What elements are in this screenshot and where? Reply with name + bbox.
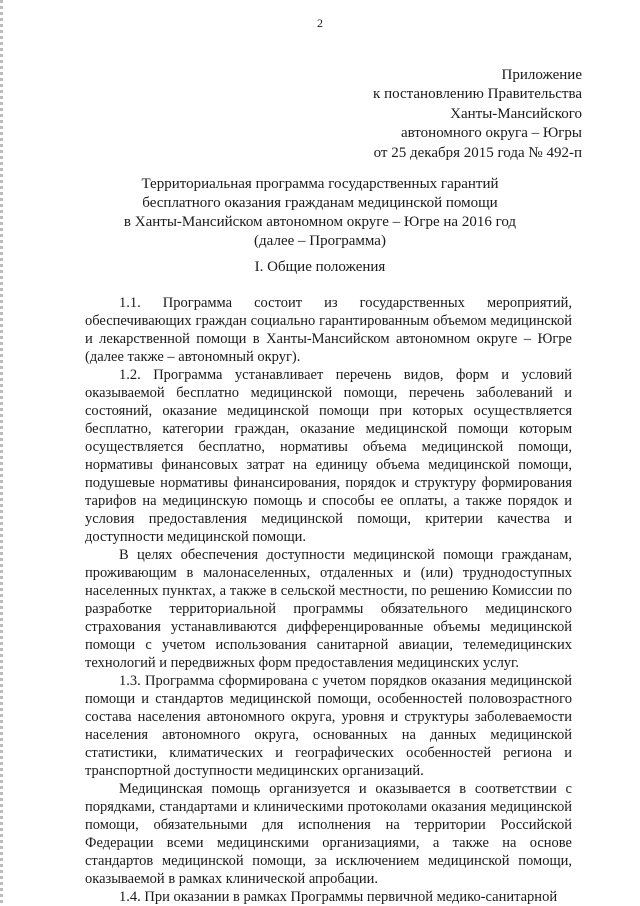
section-heading: I. Общие положения [254, 259, 386, 275]
title-line: Территориальная программа государственных гарантий [141, 176, 499, 192]
paragraph-1-2: 1.2. Программа устанавливает перечень видов, форм и условий оказываемой бесплатно медицинской помощи, перечень заболеваний и состояний, оказание медицинской помощи при которых осуществляется бесплатно, категории граждан, оказание медицинской помощи которым осуществляется бесплатно, нормативы объема медицинской помощи, нормативы финансовых затрат на единицу объема медицинской помощи, подушевые нормативы финансирования, порядок и структуру формирования тарифов на медицинскую помощь и способы ее оплаты, а также порядок и условия предоставления медицинской помощи, критерии качества и доступности медицинской помощи. [85, 367, 572, 545]
document-title [0, 175, 640, 251]
scan-edge [0, 0, 3, 905]
title-line: в Ханты-Мансийском автономном округе – Югре на 2016 год [123, 214, 517, 230]
appendix-line: Ханты-Мансийского [450, 105, 582, 122]
paragraph-standards: Медицинская помощь организуется и оказывается в соответствии с порядками, стандартами и клиническими протоколами оказания медицинской помощи, обязательными для исполнения на территории Российской Федерации всеми медицинскими организациями, а также на основе стандартов медицинской помощи, за исключением медицинской помощи, оказываемой в рамках клинической апробации. [85, 781, 572, 887]
appendix-line: автономного округа – Югры [400, 125, 582, 142]
paragraph-1-3: 1.3. Программа сформирована с учетом порядков оказания медицинской помощи и стандартов медицинской помощи, особенностей половозрастного состава населения автономного округа, уровня и структуры заболеваемости населения автономного округа, основанных на данных медицинской статистики, климатических и географических особенностей региона и транспортной доступности медицинских организаций. [85, 673, 572, 779]
title-line: бесплатного оказания гражданам медицинской помощи [142, 195, 498, 211]
page-number: 2 [317, 16, 323, 30]
body-text [85, 294, 572, 906]
appendix-line: к постановлению Правительства [373, 86, 582, 103]
paragraph-accessibility: В целях обеспечения доступности медицинской помощи гражданам, проживающим в малонаселенных, отдаленных и (или) труднодоступных населенных пунктах, а также в сельской местности, по решению Комиссии по разработке территориальной программы обязательного медицинского страхования устанавливаются дифференцированные объемы медицинской помощи с учетом использования санитарной авиации, телемедицинских технологий и передвижных форм предоставления медицинских услуг. [85, 547, 572, 671]
appendix-line: от 25 декабря 2015 года № 492-п [373, 144, 582, 161]
appendix-line: Приложение [501, 67, 582, 83]
paragraph-1-1: 1.1. Программа состоит из государственных мероприятий, обеспечивающих граждан социально гарантированным объемом медицинской и лекарственной помощи в Ханты-Мансийском автономном округе – Югре (далее также – автономный округ). [85, 295, 572, 365]
appendix-block [373, 66, 582, 163]
title-line: (далее – Программа) [254, 233, 386, 249]
paragraph-1-4: 1.4. При оказании в рамках Программы первичной медико-санитарной [119, 889, 558, 905]
